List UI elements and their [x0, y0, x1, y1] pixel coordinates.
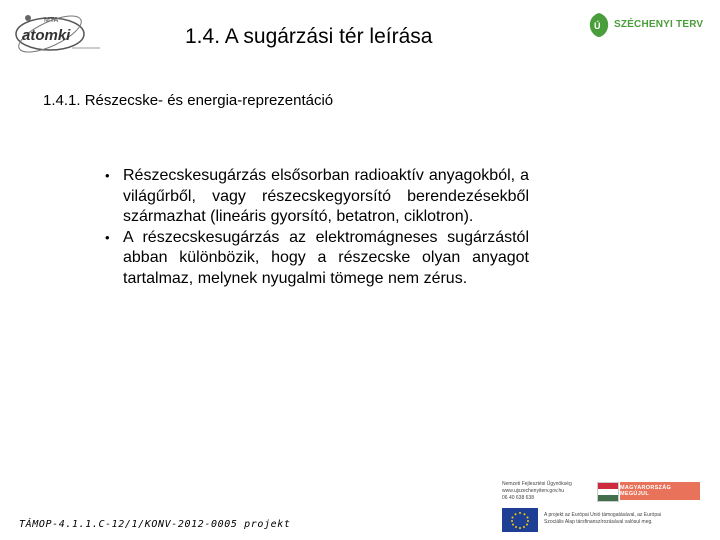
logo-label: SZÉCHENYI TERV	[614, 18, 704, 30]
eu-support-line1: A projekt az Európai Unió támogatásával, az Európai	[544, 512, 662, 518]
bullet-item: • Részecskesugárzás elsősorban radioaktív anyagokból, a világűrből, vagy részecskegyorsító berendezésekből származhat (lineáris gyorsító, betatron, ciklotron).	[123, 166, 529, 228]
agency-phone: 06 40 638 638	[502, 495, 534, 501]
svg-text:Ú: Ú	[594, 21, 601, 31]
leaf-icon	[588, 12, 608, 36]
agency-name: Nemzeti Fejlesztési Ügynökség	[502, 481, 572, 487]
bullet-item: • A részecskesugárzás az elektromágneses sugárzástól abban különbözik, hogy a részecske olyan anyagot tartalmaz, melynek nyugalmi tömege nem zérus.	[123, 228, 529, 290]
slide-title: 1.4. A sugárzási tér leírása	[185, 25, 433, 48]
eu-flag-icon	[502, 508, 538, 532]
agency-url: www.ujszechenyiterv.gov.hu	[502, 488, 565, 494]
section-subtitle: 1.4.1. Részecske- és energia-reprezentáció	[43, 92, 334, 109]
svg-text:MTA: MTA	[44, 17, 59, 24]
eu-support-line2: Szociális Alap társfinanszírozásával valósul meg.	[544, 519, 653, 525]
funding-logos	[502, 478, 712, 534]
szechenyi-terv-logo	[588, 6, 704, 42]
atomki-logo	[8, 8, 104, 58]
banner-label: MAGYARORSZÁG MEGÚJUL	[620, 482, 700, 500]
project-code: TÁMOP-4.1.1.C-12/1/KONV-2012-0005 projekt	[19, 519, 291, 530]
hungarian-flag-icon	[597, 482, 619, 502]
svg-text:atomki: atomki	[22, 27, 71, 44]
bullet-list	[123, 166, 529, 290]
